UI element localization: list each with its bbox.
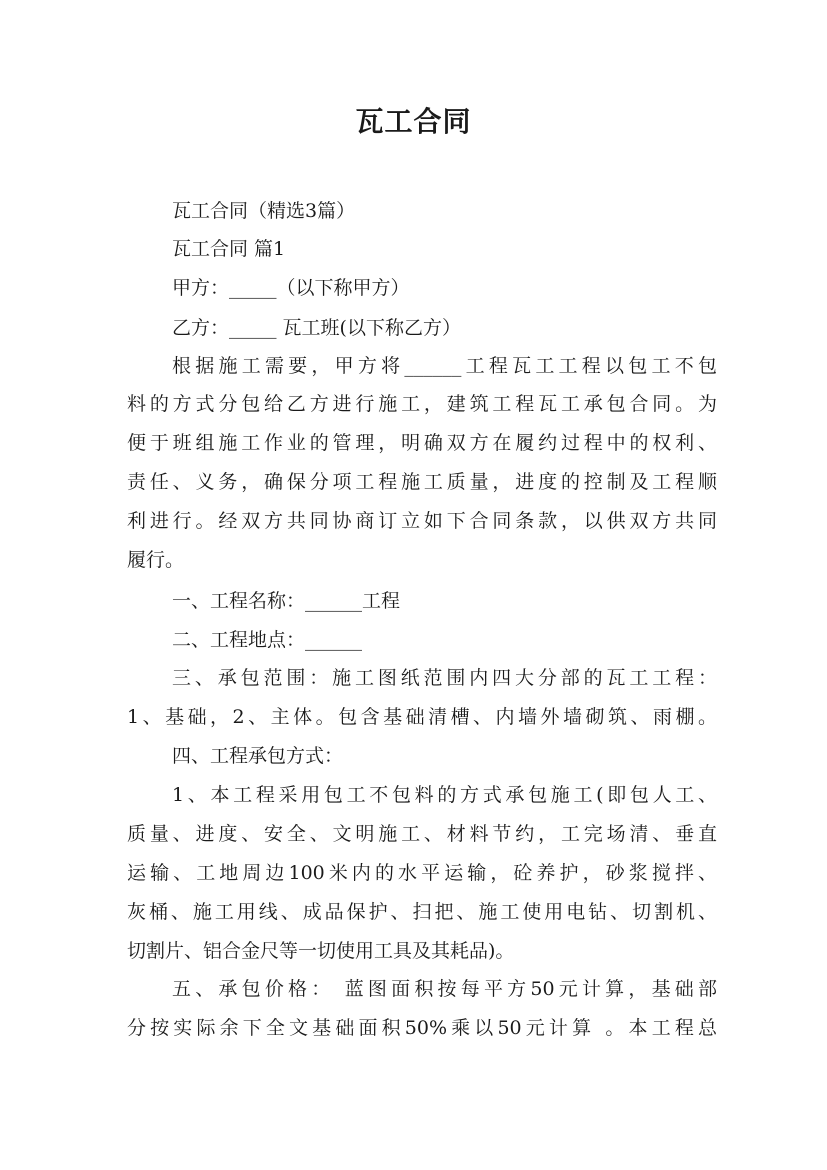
clause-price: 五、承包价格： 蓝图面积按每平方50元计算，基础部 <box>172 978 717 1000</box>
paragraph-line: 根据施工需要，甲方将______工程瓦工工程以包工不包 <box>172 355 717 377</box>
paragraph-line: 利进行。经双方共同协商订立如下合同条款，以供双方共同 <box>127 510 717 532</box>
document-title: 瓦工合同 <box>355 105 472 138</box>
paragraph-line: 质量、进度、安全、文明施工、材料节约，工完场清、垂直 <box>127 823 717 845</box>
clause-scope: 三、承包范围：施工图纸范围内四大分部的瓦工工程： <box>172 667 717 689</box>
paragraph-line: 灰桶、施工用线、成品保护、扫把、施工使用电钻、切割机、 <box>127 901 717 923</box>
clause-method-item: 1、本工程采用包工不包料的方式承包施工(即包人工、 <box>172 784 717 806</box>
subtitle-selected: 瓦工合同（精选3篇） <box>172 200 356 222</box>
clause-scope-cont: 1、基础，2、主体。包含基础清槽、内墙外墙砌筑、雨棚。 <box>127 706 717 728</box>
clause-project-location: 二、工程地点：______ <box>172 629 363 651</box>
paragraph-line: 便于班组施工作业的管理，明确双方在履约过程中的权利、 <box>127 432 717 454</box>
paragraph-line: 运输、工地周边100米内的水平运输，砼养护，砂浆搅拌、 <box>127 862 717 884</box>
clause-project-name: 一、工程名称：______工程 <box>172 590 401 612</box>
party-b: 乙方：_____ 瓦工班(以下称乙方） <box>172 317 461 339</box>
paragraph-line: 切割片、铝合金尺等一切使用工具及其耗品)。 <box>127 940 515 962</box>
party-a: 甲方：_____（以下称甲方） <box>172 277 410 299</box>
section-heading: 瓦工合同 篇1 <box>172 238 286 260</box>
paragraph-line: 分按实际余下全文基础面积50%乘以50元计算 。本工程总 <box>127 1017 717 1039</box>
paragraph-line: 责任、义务，确保分项工程施工质量，进度的控制及工程顺 <box>127 471 717 493</box>
clause-method: 四、工程承包方式： <box>172 745 344 767</box>
paragraph-line: 料的方式分包给乙方进行施工，建筑工程瓦工承包合同。为 <box>127 393 717 415</box>
paragraph-line: 履行。 <box>127 549 185 571</box>
